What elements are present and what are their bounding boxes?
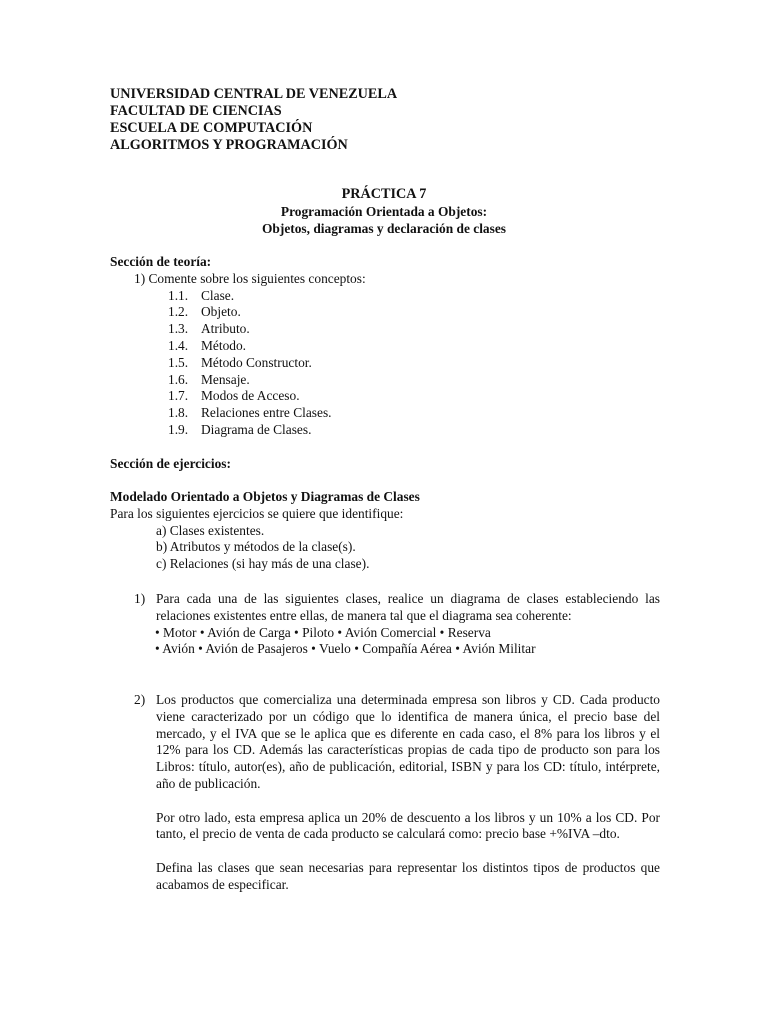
exercise-number: 2)	[134, 692, 146, 707]
university-name: UNIVERSIDAD CENTRAL DE VENEZUELA	[110, 86, 398, 102]
class-bullets-line-2: • Avión • Avión de Pasajeros • Vuelo • Compañía Aérea • Avión Militar	[155, 641, 536, 657]
item-number: 1.8.	[168, 405, 189, 421]
exercise-2-paragraph-3: Defina las clases que sean necesarias para representar los distintos tipos de productos que acabamos de especificar.	[156, 859, 660, 892]
item-number: 1.7.	[168, 388, 189, 404]
theory-section	[110, 254, 366, 439]
practice-subtitle-1: Programación Orientada a Objetos:	[280, 204, 488, 219]
class-bullet-list	[155, 625, 660, 659]
item-text: Modos de Acceso.	[201, 388, 300, 404]
sub-item-c: c) Relaciones (si hay más de una clase).	[156, 556, 370, 572]
modeling-intro: Para los siguientes ejercicios se quiere que identifique:	[110, 505, 404, 521]
item-text: Método Constructor.	[201, 354, 312, 370]
exercise-2-paragraph-2: Por otro lado, esta empresa aplica un 20% de descuento a los libros y un 10% a los CD. Por tanto, el precio de venta de cada producto se calculará como: precio base +%IVA –dto.	[156, 809, 660, 842]
exercise-2-text	[156, 692, 660, 894]
institution-header	[110, 86, 397, 154]
item-number: 1.9.	[168, 421, 189, 437]
item-number: 1.3.	[168, 321, 189, 337]
theory-question: 1) Comente sobre los siguientes conceptos:	[134, 270, 366, 286]
faculty-name: FACULTAD DE CIENCIAS	[110, 103, 282, 119]
item-text: Método.	[201, 337, 247, 353]
item-number: 1.2.	[168, 304, 189, 320]
practice-title-block	[0, 186, 768, 237]
list-item	[168, 388, 366, 405]
sub-item-b: b) Atributos y métodos de la clase(s).	[156, 539, 356, 555]
exercise-1-text	[156, 591, 660, 625]
list-item	[168, 405, 366, 422]
theory-heading: Sección de teoría:	[110, 254, 212, 269]
item-text: Relaciones entre Clases.	[201, 405, 332, 421]
list-item	[168, 304, 366, 321]
item-number: 1.5.	[168, 354, 189, 370]
exercises-heading: Sección de ejercicios:	[110, 456, 231, 471]
item-text: Diagrama de Clases.	[201, 421, 312, 437]
exercise-2-paragraph-1: Los productos que comercializa una determinada empresa son libros y CD. Cada producto viene caracterizado por un código que lo identifica de manera única, el precio base del mercado, y el IVA que se le aplica que es diferente en cada caso, el 8% para los libros y el 12% para los CD. Además las características propias de cada tipo de producto son para los Libros: título, autor(es), año de publicación, editorial, ISBN y para los CD: título, intérprete, año de publicación.	[156, 692, 660, 791]
class-bullets-line-1: • Motor • Avión de Carga • Piloto • Avión Comercial • Reserva	[155, 624, 491, 640]
sub-item-a: a) Clases existentes.	[156, 522, 265, 538]
item-number: 1.6.	[168, 371, 189, 387]
item-text: Clase.	[201, 287, 235, 303]
list-item	[168, 288, 366, 305]
modeling-heading: Modelado Orientado a Objetos y Diagramas de Clases	[110, 489, 420, 504]
item-text: Atributo.	[201, 321, 250, 337]
exercise-1	[110, 591, 660, 658]
item-text: Mensaje.	[201, 371, 250, 387]
exercise-number: 1)	[134, 591, 146, 606]
list-item	[168, 422, 366, 439]
item-number: 1.4.	[168, 337, 189, 353]
school-name: ESCUELA DE COMPUTACIÓN	[110, 120, 313, 136]
course-name: ALGORITMOS Y PROGRAMACIÓN	[110, 137, 348, 153]
item-text: Objeto.	[201, 304, 241, 320]
modeling-section	[110, 489, 670, 573]
concept-list	[168, 288, 366, 439]
item-number: 1.1.	[168, 287, 189, 303]
exercise-1-statement: Para cada una de las siguientes clases, realice un diagrama de clases estableciendo las relaciones existentes entre ellas, de manera tal que el diagrama sea coherente:	[156, 591, 660, 623]
exercise-2	[110, 692, 660, 894]
list-item	[168, 355, 366, 372]
practice-title: PRÁCTICA 7	[341, 186, 427, 202]
practice-subtitle-2: Objetos, diagramas y declaración de clases	[262, 221, 506, 236]
list-item	[168, 321, 366, 338]
list-item	[168, 338, 366, 355]
list-item	[168, 372, 366, 389]
